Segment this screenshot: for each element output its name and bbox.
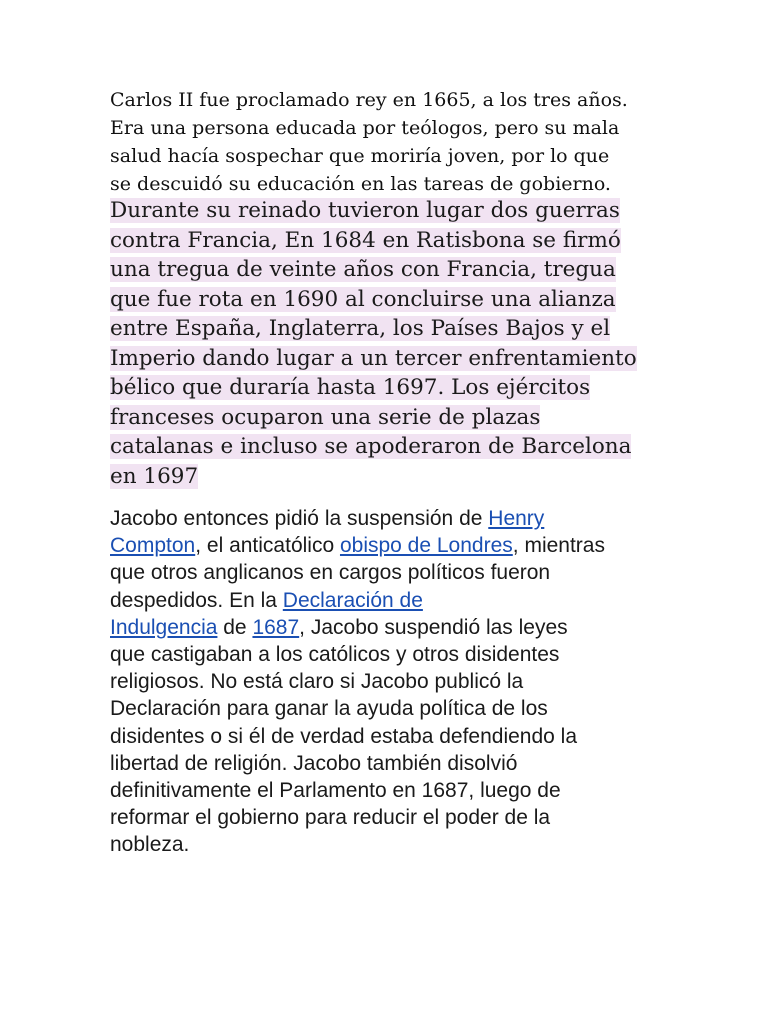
text-line: definitivamente el Parlamento en 1687, luego de (110, 779, 561, 803)
text-line: libertad de religión. Jacobo también disolvió (110, 751, 518, 775)
highlighted-text-line: una tregua de veinte años con Francia, tregua (110, 257, 616, 282)
highlighted-line-wrapper (110, 314, 670, 344)
text-line: se descuidó su educación en las tareas de gobierno. (110, 173, 611, 195)
text-line: Era una persona educada por teólogos, pero su mala (110, 117, 620, 139)
text-line (110, 587, 670, 614)
text-line: Declaración para ganar la ayuda política de los (110, 697, 548, 721)
highlighted-line-wrapper (110, 403, 670, 433)
highlighted-text-line: bélico que duraría hasta 1697. Los ejércitos (110, 375, 591, 400)
link-obispo-de-londres[interactable]: obispo de Londres (339, 534, 513, 558)
text-segment: , el anticatólico (195, 534, 340, 558)
highlighted-line-wrapper (110, 344, 670, 374)
highlighted-line-wrapper (110, 255, 670, 285)
text-segment: de (217, 615, 253, 639)
highlighted-text-line: que fue rota en 1690 al concluirse una alianza (110, 286, 616, 312)
highlighted-text-line: entre España, Inglaterra, los Países Bajos y el (110, 316, 611, 341)
highlighted-text-line: franceses ocuparon una serie de plazas (110, 404, 541, 430)
highlighted-text-line: en 1697 (110, 463, 199, 489)
highlighted-line-wrapper (110, 373, 670, 403)
text-line: salud hacía sospechar que moriría joven, por lo que (110, 145, 610, 167)
text-line: reformar el gobierno para reducir el poder de la (110, 806, 551, 830)
text-line (110, 614, 670, 641)
link-declaracion-de-indulgencia[interactable]: Declaración de (282, 588, 423, 612)
link-declaracion-de-indulgencia[interactable]: Indulgencia (110, 615, 218, 639)
highlighted-text-line: Durante su reinado tuvieron lugar dos guerras (110, 198, 620, 223)
text-line: religiosos. No está claro si Jacobo publicó la (110, 670, 524, 694)
highlighted-paragraph-wars (110, 196, 670, 491)
highlighted-line-wrapper (110, 226, 670, 256)
highlighted-line-wrapper (110, 285, 670, 315)
highlighted-line-wrapper (110, 462, 670, 492)
link-1687[interactable]: 1687 (252, 615, 300, 639)
link-henry-compton[interactable]: Compton (110, 534, 196, 558)
link-henry-compton[interactable]: Henry (488, 507, 545, 530)
text-segment: Jacobo entonces pidió la suspensión de (110, 507, 489, 530)
text-line (110, 505, 670, 532)
text-segment: , mientras (512, 534, 605, 558)
text-segment: , Jacobo suspendió las leyes (299, 615, 568, 639)
highlighted-line-wrapper (110, 196, 670, 226)
highlighted-text-line: contra Francia, En 1684 en Ratisbona se firmó (110, 227, 621, 253)
highlighted-text-line: catalanas e incluso se apoderaron de Barcelona (110, 434, 632, 459)
paragraph-carlos-ii (110, 86, 670, 198)
text-line (110, 532, 670, 559)
paragraph-jacobo (110, 505, 670, 859)
highlighted-text-line: Imperio dando lugar a un tercer enfrentamiento (110, 345, 637, 371)
highlighted-line-wrapper (110, 432, 670, 462)
text-line: que otros anglicanos en cargos políticos fueron (110, 561, 551, 585)
text-line: que castigaban a los católicos y otros disidentes (110, 643, 560, 667)
text-line: nobleza. (110, 833, 190, 857)
text-line: disidentes o si él de verdad estaba defendiendo la (110, 724, 578, 748)
text-segment: despedidos. En la (110, 588, 283, 612)
text-line: Carlos II fue proclamado rey en 1665, a los tres años. (110, 89, 628, 111)
